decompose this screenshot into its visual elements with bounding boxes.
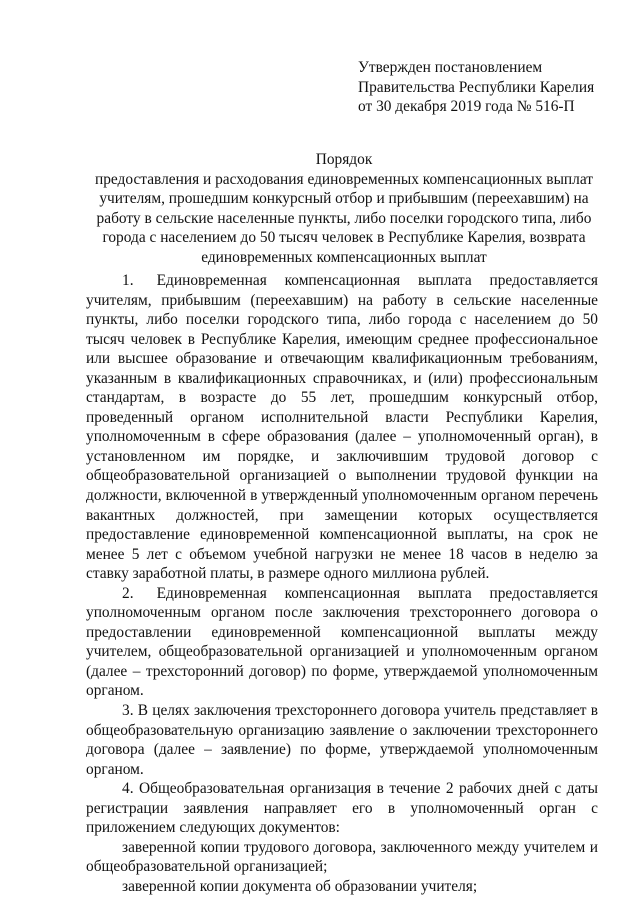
subitem-2: заверенной копии документа об образовании учителя; <box>122 877 478 895</box>
paragraph-number: 3. <box>122 702 134 720</box>
subitem-1: заверенной копии трудового договора, заключенного между учителем и общеобразовательной организацией; <box>86 838 598 876</box>
paragraph-1 <box>86 271 598 584</box>
title-line: города с населением до 50 тысяч человек в Республике Карелия, возврата <box>102 229 586 246</box>
title-line: учителям, прошедшим конкурсный отбор и прибывшим (переехавшим) на <box>99 190 589 207</box>
paragraph-number: 2. <box>122 584 134 602</box>
paragraph-4 <box>86 779 598 838</box>
title-heading: Порядок <box>315 151 373 168</box>
paragraph-text: Общеобразовательная организация в течение 2 рабочих дней с даты регистрации заявления направляет его в уполномоченный орган с приложением следующих документов: <box>86 780 598 837</box>
paragraph-3 <box>86 701 598 779</box>
paragraph-2 <box>86 584 598 701</box>
approval-stamp <box>358 58 628 117</box>
title-line: работу в сельские населенные пункты, либо поселки городского типа, либо <box>96 209 592 227</box>
title-line: единовременных компенсационных выплат <box>201 248 487 266</box>
approval-line-3: от 30 декабря 2019 года № 516-П <box>358 98 575 115</box>
document-title <box>86 150 602 267</box>
title-line: предоставления и расходования единовременных компенсационных выплат <box>95 170 593 188</box>
approval-line-2: Правительства Республики Карелия <box>358 78 595 96</box>
paragraph-number: 1. <box>122 272 134 289</box>
document-body <box>86 271 598 897</box>
paragraph-number: 4. <box>122 780 134 798</box>
paragraph-text: В целях заключения трехстороннего договора учитель представляет в общеобразовательную организацию заявление о заключении трехстороннего договора (далее – заявление) по форме, утверждаемой уполномоченным органом. <box>86 702 598 778</box>
approval-line-1: Утвержден постановлением <box>358 59 543 76</box>
paragraph-text: Единовременная компенсационная выплата предоставляется уполномоченным органом после заключения трехстороннего договора о предоставлении единовременной компенсационной выплаты между учителем, общеобразовательной организацией и уполномоченным органом (далее – трехсторонний договор) по форме, утверждаемой уполномоченным органом. <box>86 584 598 700</box>
paragraph-text: Единовременная компенсационная выплата предоставляется учителям, прибывшим (переехавшим) на работу в сельские населенные пункты, либо поселки городского типа, либо города с населением до 50 тысяч человек в Республике Карелия, имеющим среднее профессиональное или высшее образование и отвечающим квалификационным требованиям, указанным в квалификационных справочниках, и (или) профессиональным стандартам, в возрасте до 55 лет, прошедшим конкурсный отбор, проведенный органом исполнительной власти Республики Карелия, уполномоченным в сфере образования (далее – уполномоченный орган), в установленном им порядке, и заключившим трудовой договор с общеобразовательной организацией о выполнении трудовой функции на должности, включенной в утвержденный уполномоченным органом перечень вакантных должностей, при замещении которых осуществляется предоставление единовременной компенсационной выплаты, на срок не менее 5 лет с объемом учебной нагрузки не менее 18 часов в неделю за ставку заработной платы, в размере одного миллиона рублей. <box>86 272 598 583</box>
